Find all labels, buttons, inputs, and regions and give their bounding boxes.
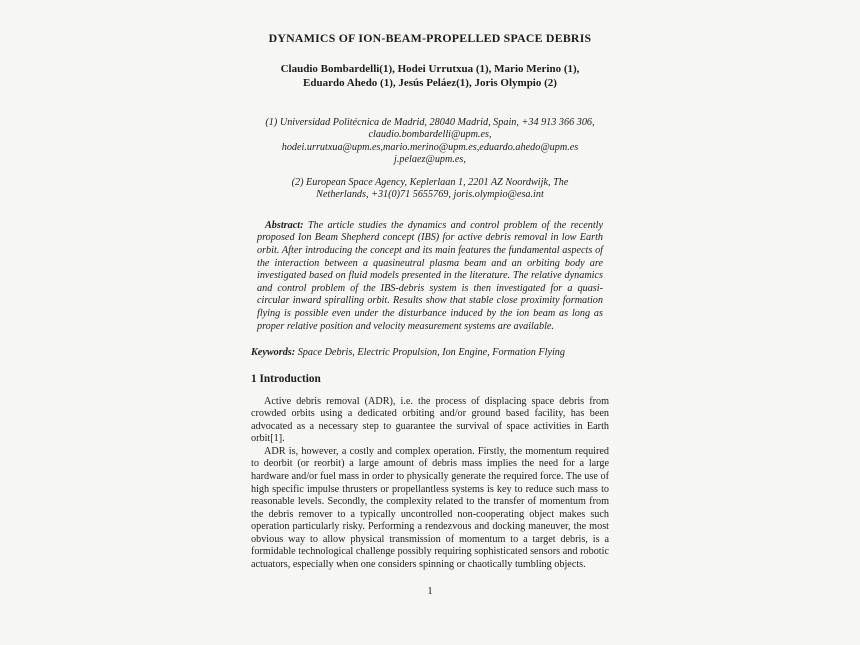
author-list [251, 63, 609, 90]
affiliation-1 [251, 117, 609, 166]
authors-line-1: Claudio Bombardelli(1), Hodei Urrutxua (1), Mario Merino (1), [280, 63, 580, 75]
abstract-label: Abstract: [265, 219, 304, 231]
affiliation-1-line-4: j.pelaez@upm.es, [394, 153, 466, 165]
abstract-text: The article studies the dynamics and control problem of the recently proposed Ion Beam Shepherd concept (IBS) for active debris removal in low Earth orbit. After introducing the concept and its main features the fundamental aspects of the interaction between a quasineutral plasma beam and an orbiting body are investigated based on fluid models presented in the literature. The relative dynamics and control problem of the IBS-debris system is then investigated for a quasi-circular inward spiralling orbit. Results show that stable close proximity formation flying is possible even under the disturbance induced by the ion beam as long as proper relative position and velocity measurement systems are available. [257, 219, 603, 332]
keywords-text: Space Debris, Electric Propulsion, Ion Engine, Formation Flying [297, 347, 565, 359]
affiliation-1-line-3: hodei.urrutxua@upm.es,mario.merino@upm.es,eduardo.ahedo@upm.es [281, 141, 579, 153]
document-content [251, 0, 609, 597]
affiliation-1-line-2: claudio.bombardelli@upm.es, [368, 129, 492, 141]
affiliation-2 [251, 177, 609, 202]
section-heading-introduction: 1 Introduction [251, 372, 321, 385]
page-number: 1 [427, 586, 433, 598]
affiliation-1-line-1: (1) Universidad Politécnica de Madrid, 28040 Madrid, Spain, +34 913 366 306, [265, 117, 595, 128]
intro-paragraph-2: ADR is, however, a costly and complex operation. Firstly, the momentum required to deorbit (or reorbit) a large amount of debris mass implies the need for a large hardware and/or fuel mass in order to physically generate the required force. The use of high specific impulse thrusters or propellantless systems is key to reduce such mass to reasonable levels. Secondly, the complexity related to the transfer of momentum from the debris remover to a typically uncontrolled non-cooperating object makes such operation particularly risky. Performing a rendezvous and docking maneuver, the most obvious way to allow physical transmission of momentum to a target debris, is a formidable technological challenge possibly requiring sophisticated sensors and robotic actuators, especially when one considers spinning or chaotically tumbling objects. [251, 445, 609, 570]
abstract [251, 220, 609, 333]
affiliation-2-line-1: (2) European Space Agency, Keplerlaan 1, 2201 AZ Noordwijk, The [291, 177, 569, 189]
affiliation-2-line-2: Netherlands, +31(0)71 5655769, joris.olympio@esa.int [316, 189, 544, 201]
intro-paragraph-1: Active debris removal (ADR), i.e. the process of displacing space debris from crowded orbits using a dedicated orbiting and/or ground based facility, has been advocated as a necessary step to guarantee the survival of space activities in Earth orbit[1]. [251, 395, 609, 445]
authors-line-2: Eduardo Ahedo (1), Jesús Peláez(1), Joris Olympio (2) [303, 76, 557, 89]
keywords-label: Keywords: [251, 347, 296, 359]
keywords [251, 347, 609, 360]
paper-title: DYNAMICS OF ION-BEAM-PROPELLED SPACE DEBRIS [268, 31, 592, 45]
